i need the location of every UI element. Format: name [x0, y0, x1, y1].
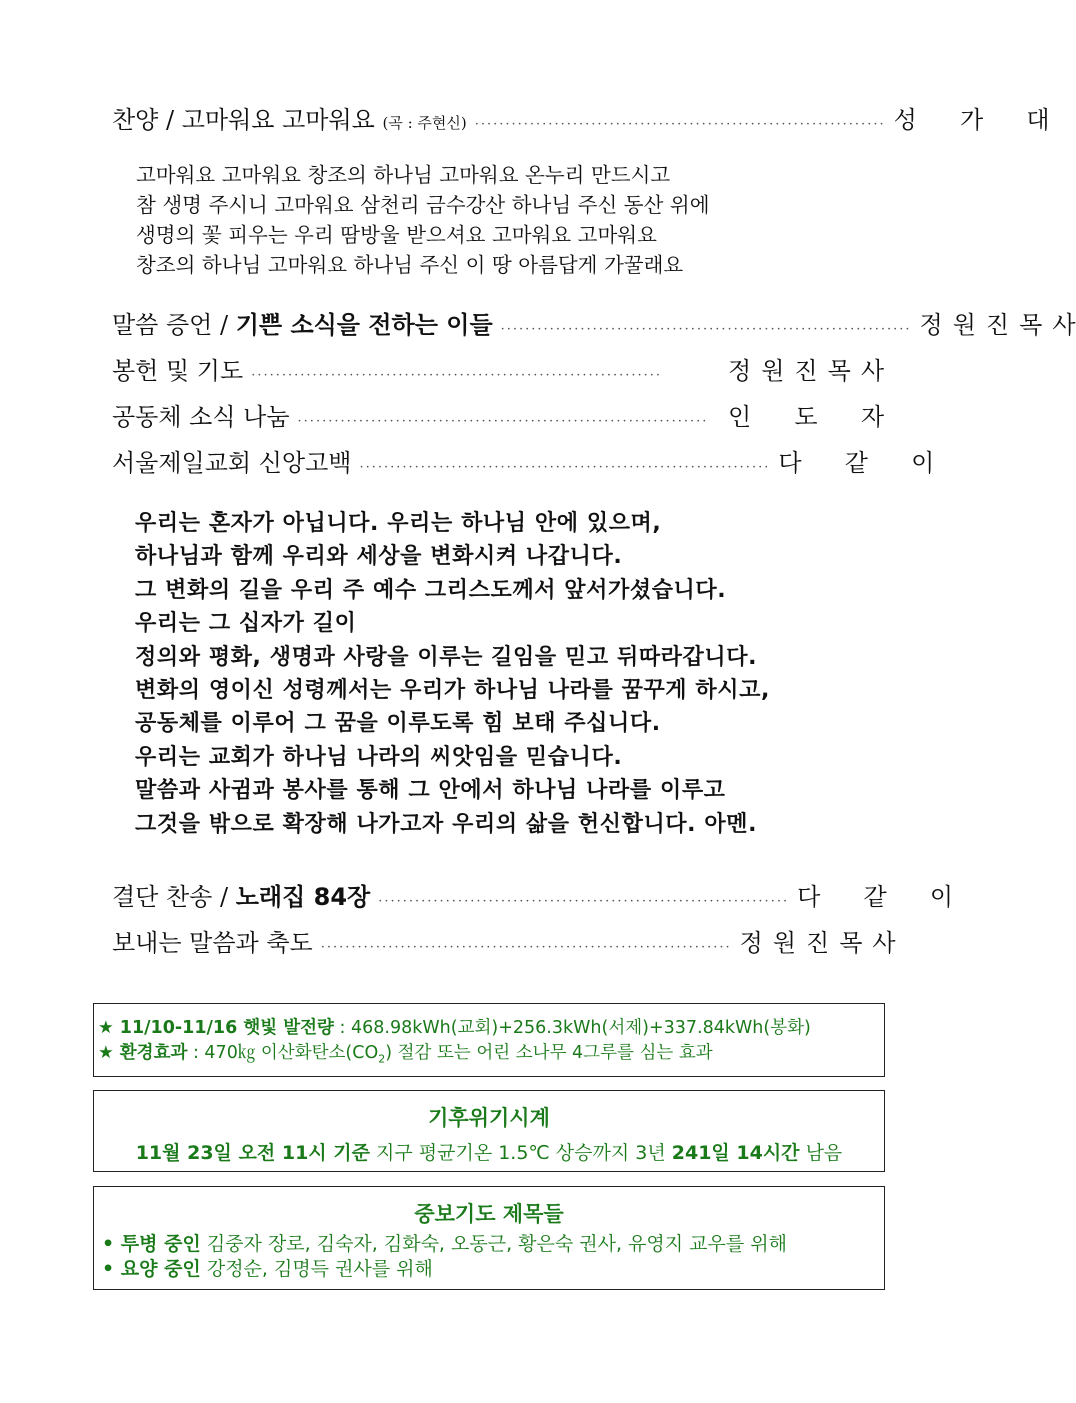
dot-leader: ···································································: [359, 460, 771, 475]
solar-generation-line: ★ 11/10-11/16 햇빛 발전량 : 468.98kWh(교회)+256.3kWh(서제)+337.84kWh(봉화): [98, 1018, 811, 1038]
dot-leader: ···································································: [474, 117, 886, 132]
hymn-lyrics: [136, 160, 710, 280]
sermon-row: [112, 305, 1076, 340]
sermon-leader: 정 원 진 목 사: [919, 311, 1076, 339]
hymn-row: [112, 100, 1050, 135]
lyric-line: 고마워요 고마워요 창조의 하나님 고마워요 온누리 만드시고: [136, 163, 671, 187]
climate-clock-box: [93, 1090, 885, 1172]
prayer-heading: 중보기도 제목들: [414, 1202, 564, 1226]
offering-row: [112, 351, 884, 386]
news-leader: 인 도 자: [728, 403, 884, 431]
lyric-line: 생명의 꽃 피우는 우리 땀방울 받으셔요 고마워요 고마워요: [136, 223, 657, 247]
hymn-leader: 성 가 대: [893, 106, 1050, 134]
creed-line: 그것을 밖으로 확장해 나가고자 우리의 삶을 헌신합니다. 아멘.: [135, 811, 758, 837]
solar-power-box: [93, 1003, 885, 1077]
prayer-item: • 요양 중인 강정순, 김명득 권사를 위해: [102, 1258, 433, 1280]
offering-title: 봉헌 및 기도: [112, 357, 244, 385]
creed-text: [135, 507, 770, 841]
benediction-leader: 정 원 진 목 사: [739, 929, 896, 957]
creed-line: 우리는 교회가 하나님 나라의 씨앗임을 믿습니다.: [135, 744, 623, 770]
closing-hymn-leader: 다 같 이: [797, 883, 954, 911]
prayer-box: [93, 1186, 885, 1290]
lyric-line: 참 생명 주시니 고마워요 삼천리 금수강산 하나님 주신 동산 위에: [136, 193, 710, 217]
benediction-title: 보내는 말씀과 축도: [112, 929, 313, 957]
news-row: [112, 397, 884, 432]
creed-line: 하나님과 함께 우리와 세상을 변화시켜 나갑니다.: [135, 544, 623, 570]
benediction-row: [112, 923, 896, 958]
sermon-title: 말씀 증언 / 기쁜 소식을 전하는 이들: [112, 311, 493, 339]
creed-title: 서울제일교회 신앙고백: [112, 449, 352, 477]
creed-row: [112, 443, 935, 478]
creed-line: 정의와 평화, 생명과 사랑을 이루는 길임을 믿고 뒤따라갑니다.: [135, 644, 758, 670]
dot-leader: ···································································: [297, 414, 709, 429]
creed-line: 우리는 그 십자가 길이: [135, 611, 357, 637]
creed-leader: 다 같 이: [778, 449, 935, 477]
creed-line: 변화의 영이신 성령께서는 우리가 하나님 나라를 꿈꾸게 하시고,: [135, 678, 770, 704]
creed-line: 공동체를 이루어 그 꿈을 이루도록 힘 보태 주십니다.: [135, 711, 661, 737]
prayer-item: • 투병 중인 김중자 장로, 김숙자, 김화숙, 오동근, 황은숙 권사, 유영지 교우를 위해: [102, 1233, 787, 1255]
closing-hymn-title: 결단 찬송 / 노래집 84장: [112, 883, 371, 911]
climate-clock-line: 11월 23일 오전 11시 기준 지구 평균기온 1.5℃ 상승까지 3년 241일 14시간 남음: [135, 1142, 843, 1164]
creed-line: 그 변화의 길을 우리 주 예수 그리스도께서 앞서가셨습니다.: [135, 577, 727, 603]
closing-hymn-row: [112, 877, 954, 912]
creed-line: 우리는 혼자가 아닙니다. 우리는 하나님 안에 있으며,: [135, 511, 662, 536]
environment-effect-line: ★ 환경효과 : 470㎏ 이산화탄소$(CO_2)$ 절감 또는 어린 소나무 4그루를 심는 효과: [98, 1043, 713, 1066]
dot-leader: ···································································: [378, 894, 790, 909]
climate-clock-heading: 기후위기시계: [428, 1106, 550, 1130]
dot-leader: ···································································: [500, 322, 912, 337]
lyric-line: 창조의 하나님 고마워요 하나님 주신 이 땅 아름답게 가꿀래요: [136, 253, 684, 277]
hymn-title: 찬양 / 고마워요 고마워요 (곡 : 주현신): [112, 106, 467, 134]
dot-leader: ···································································: [251, 368, 663, 383]
dot-leader: ···································································: [320, 940, 732, 955]
prayer-list: [102, 1232, 884, 1282]
creed-line: 말씀과 사귐과 봉사를 통해 그 안에서 하나님 나라를 이루고: [135, 778, 726, 804]
offering-leader: 정 원 진 목 사: [728, 357, 884, 385]
news-title: 공동체 소식 나눔: [112, 403, 290, 431]
